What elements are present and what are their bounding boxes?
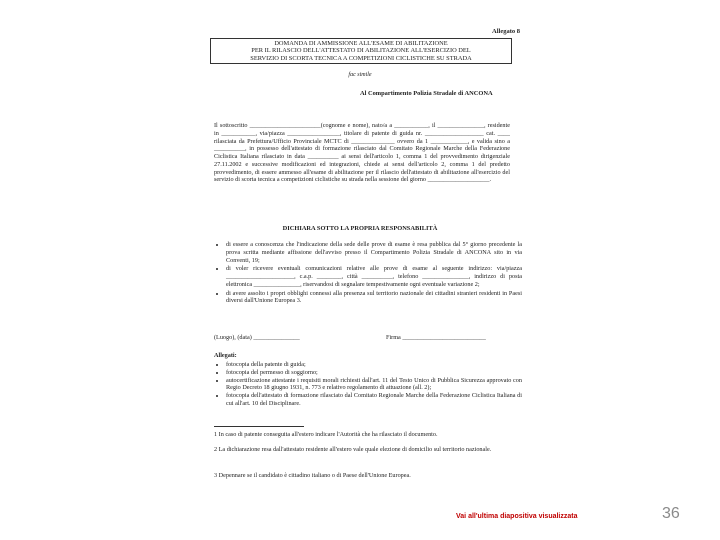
title-box — [210, 38, 512, 64]
footnote: 3 Depennare se il candidato è cittadino italiano o di Paese dell'Unione Europea. — [214, 472, 411, 479]
footnote: 2 La dichiarazione resa dall'attestato residente all'estero vale quale elezione di domicilio sul territorio nazionale. — [214, 446, 492, 453]
attachments-list — [214, 361, 522, 408]
declaration-list — [214, 241, 522, 306]
title-line: SERVIZIO DI SCORTA TECNICA A COMPETIZIONI CICLISTICHE SU STRADA — [250, 54, 472, 62]
subtitle: fac simile — [348, 72, 372, 78]
signature-line: Firma ___________________________ — [386, 334, 486, 341]
addressee: Al Compartimento Polizia Stradale di ANCONA — [360, 90, 493, 97]
attachments-heading: Allegati: — [214, 352, 237, 359]
attachment-item: • fotocopia dell'attestato di formazione rilasciato dal Comitato Regionale Marche della Federazione Ciclistica Italiana di cui all'art. 10 del Disciplinare. — [226, 392, 522, 408]
declaration-item: • di essere a conoscenza che l'indicazione della sede delle prove di esame è resa pubblica dal 5° giorno precedente la prova scritta mediante affissione dell'avviso presso il Compartimento Polizia Stradale di ANCONA sito in via Conventi, 19; — [226, 241, 522, 264]
main-paragraph: Il sottoscritto _______________________(cognome e nome), nato/a a ___________, il _______________, residente in ___________, via/piazza _________________, titolare di patente di guida nr. ___________________ cat. ____ rilasciata da Prefettura/Ufficio Provinciale MCTC di ______________ ovvero da 1 ____________, e valida sino a __________, in possesso dell'attestato di formazione rilasciato dal Comitato Regionale Marche della Federazione Ciclistica Italiana rilasciato in data __________ ai sensi dell'articolo 1, comma 1 del provvedimento dirigenziale 27.11.2002 e successive modificazioni ed integrazioni, chiede ai sensi dell'articolo 2, comma 1 del predetto provvedimento, di essere ammesso all'esame di abilitazione per il rilascio dell'attestato di abilitazione all'esercizio del servizio di scorta tecnica a competizioni ciclistiche su strada nella sessione del giorno ____________________. — [214, 122, 510, 184]
document-page — [200, 28, 520, 498]
title-line: DOMANDA DI AMMISSIONE ALL'ESAME DI ABILITAZIONE — [274, 40, 448, 47]
declaration-heading: DICHIARA SOTTO LA PROPRIA RESPONSABILITÀ — [282, 225, 438, 232]
footnote: 1 In caso di patente conseguita all'estero indicare l'Autorità che ha rilasciato il documento. — [214, 431, 438, 438]
footnote-divider — [214, 426, 304, 427]
attachment-item: • fotocopia del permesso di soggiorno; — [226, 369, 522, 377]
declaration-item: • di avere assolto i propri obblighi connessi alla presenza sul territorio nazionale dei cittadini stranieri residenti in Paesi diversi dall'Unione Europea 3. — [226, 290, 522, 306]
declaration-item: • di voler ricevere eventuali comunicazioni relative alle prove di esame al seguente indirizzo: via/piazza ______________________, c.a.p. ________, città __________, telefono _______________, indirizzo di posta elettronica _______________, riservandosi di segnalare tempestivamente ogni eventuale variazione 2; — [226, 265, 522, 288]
place-date: (Luogo), (data) _______________ — [214, 334, 300, 341]
slide-number: 36 — [662, 505, 680, 522]
title-line: PER IL RILASCIO DELL'ATTESTATO DI ABILITAZIONE ALL'ESERCIZIO DEL — [251, 47, 471, 55]
attachment-item: • autocertificazione attestante i requisiti morali richiesti dall'art. 11 del Testo Unico di Pubblica Sicurezza approvato con Regio Decreto 18 giugno 1931, n. 773 e relativo regolamento di attuazione (all. 2); — [226, 377, 522, 393]
allegato-label: Allegato 8 — [492, 28, 520, 35]
attachment-item: • fotocopia della patente di guida; — [226, 361, 522, 369]
last-viewed-slide-link[interactable]: Vai all'ultima diapositiva visualizzata — [456, 513, 578, 520]
